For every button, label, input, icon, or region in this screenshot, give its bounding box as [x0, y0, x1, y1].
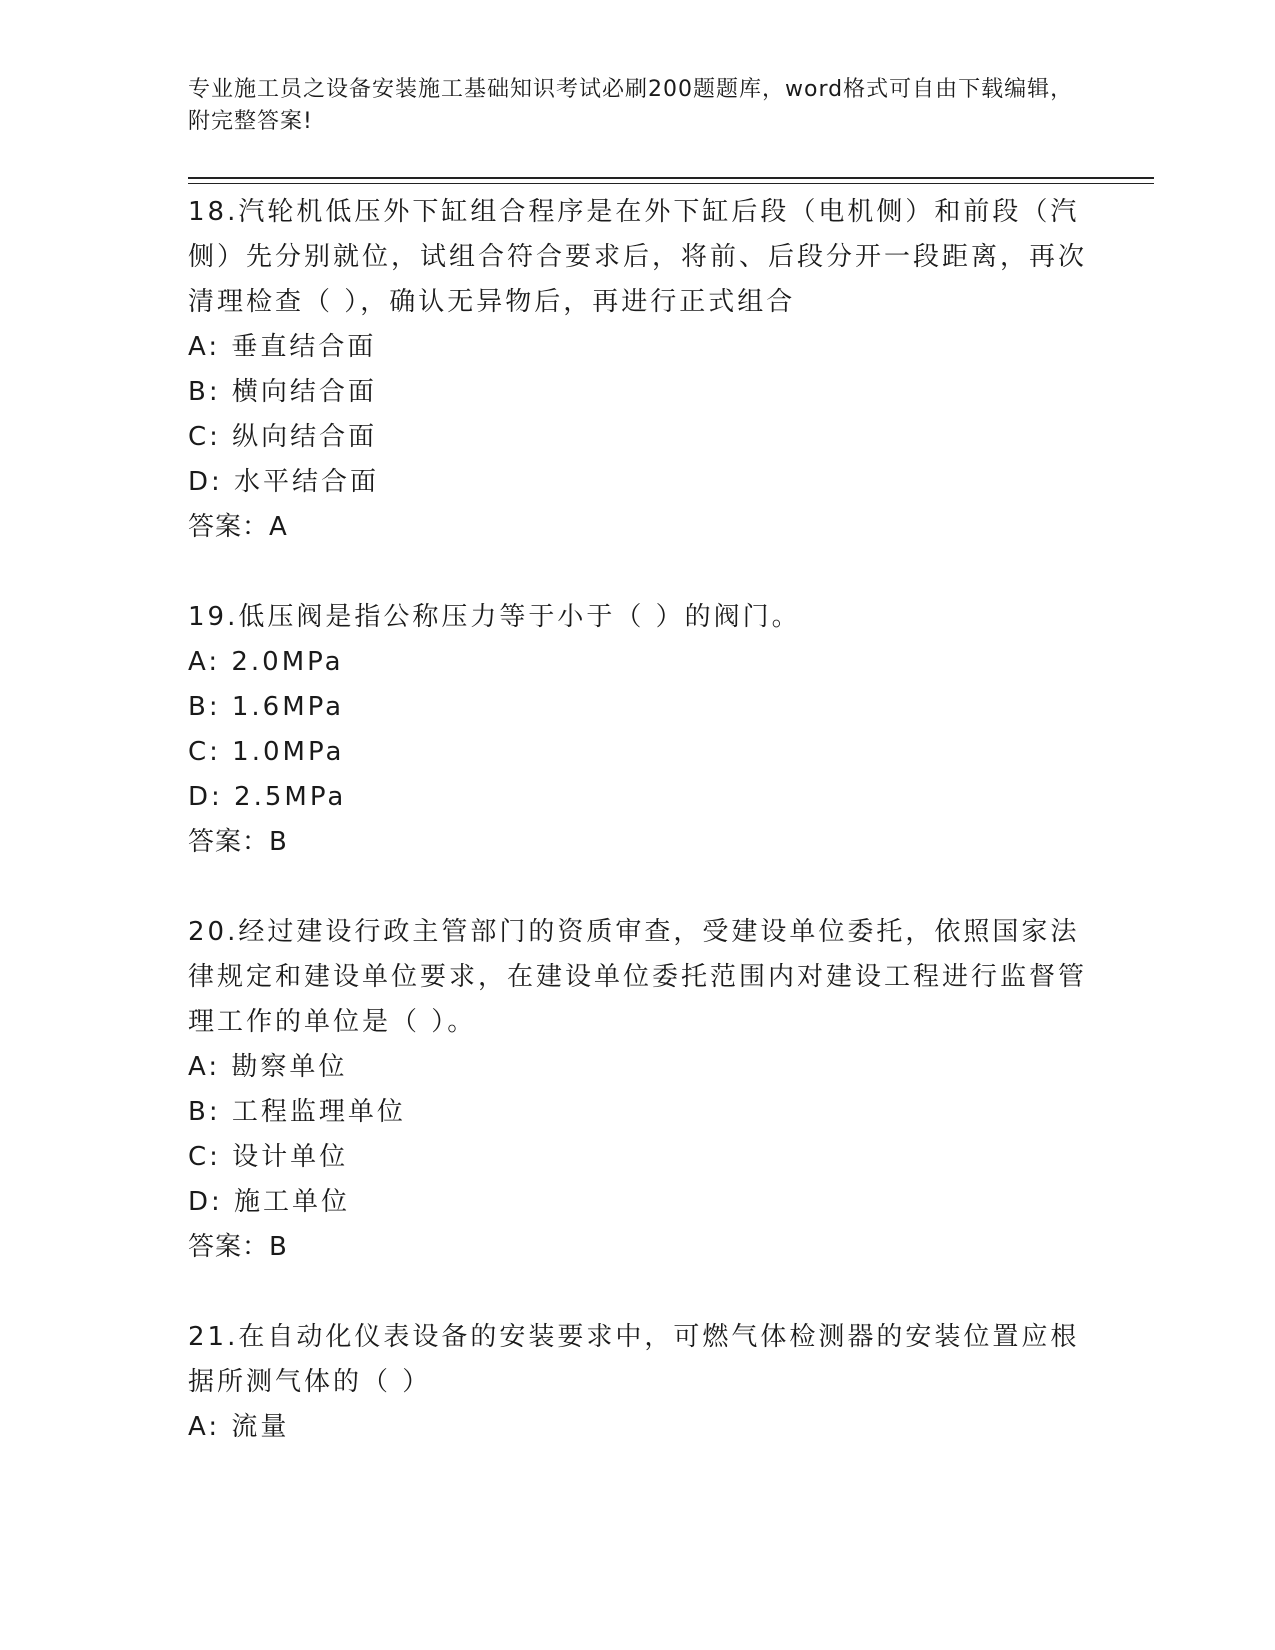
option-b: B: 工程监理单位 [188, 1097, 406, 1127]
question-stem: 21.在自动化仪表设备的安装要求中，可燃气体检测器的安装位置应根据所测气体的（ ） [188, 1322, 1080, 1397]
question-stem: 18.汽轮机低压外下缸组合程序是在外下缸后段（电机侧）和前段（汽侧）先分别就位，试组合符合要求后，将前、后段分开一段距离，再次清理检查（ ），确认无异物后，再进行正式组合 [188, 197, 1088, 317]
answer-line: 答案：A [188, 512, 288, 542]
answer-line: 答案：B [188, 827, 288, 857]
question-20 [188, 910, 1088, 1270]
spacer [188, 1270, 1088, 1315]
header-divider-thick [188, 177, 1154, 179]
spacer [188, 865, 1088, 910]
document-header [188, 74, 1088, 138]
option-d: D: 施工单位 [188, 1187, 351, 1217]
option-a: A: 勘察单位 [188, 1052, 348, 1082]
option-d: D: 水平结合面 [188, 467, 380, 497]
option-c: C: 1.0MPa [188, 737, 345, 767]
option-c: C: 纵向结合面 [188, 422, 378, 452]
option-b: B: 1.6MPa [188, 692, 345, 722]
question-stem: 19.低压阀是指公称压力等于小于（ ）的阀门。 [188, 602, 801, 632]
question-19 [188, 595, 1088, 865]
option-b: B: 横向结合面 [188, 377, 377, 407]
question-21 [188, 1315, 1088, 1450]
option-c: C: 设计单位 [188, 1142, 349, 1172]
question-18 [188, 190, 1088, 550]
spacer [188, 550, 1088, 595]
option-a: A: 流量 [188, 1412, 290, 1442]
option-a: A: 垂直结合面 [188, 332, 377, 362]
question-stem: 20.经过建设行政主管部门的资质审查，受建设单位委托，依照国家法律规定和建设单位要求，在建设单位委托范围内对建设工程进行监督管理工作的单位是（ ）。 [188, 917, 1088, 1037]
header-divider-thin [188, 183, 1154, 184]
document-title: 专业施工员之设备安装施工基础知识考试必刷200题题库，word格式可自由下载编辑，附完整答案! [188, 77, 1074, 134]
question-list [188, 190, 1088, 1450]
answer-line: 答案：B [188, 1232, 288, 1262]
option-d: D: 2.5MPa [188, 782, 347, 812]
option-a: A: 2.0MPa [188, 647, 344, 677]
